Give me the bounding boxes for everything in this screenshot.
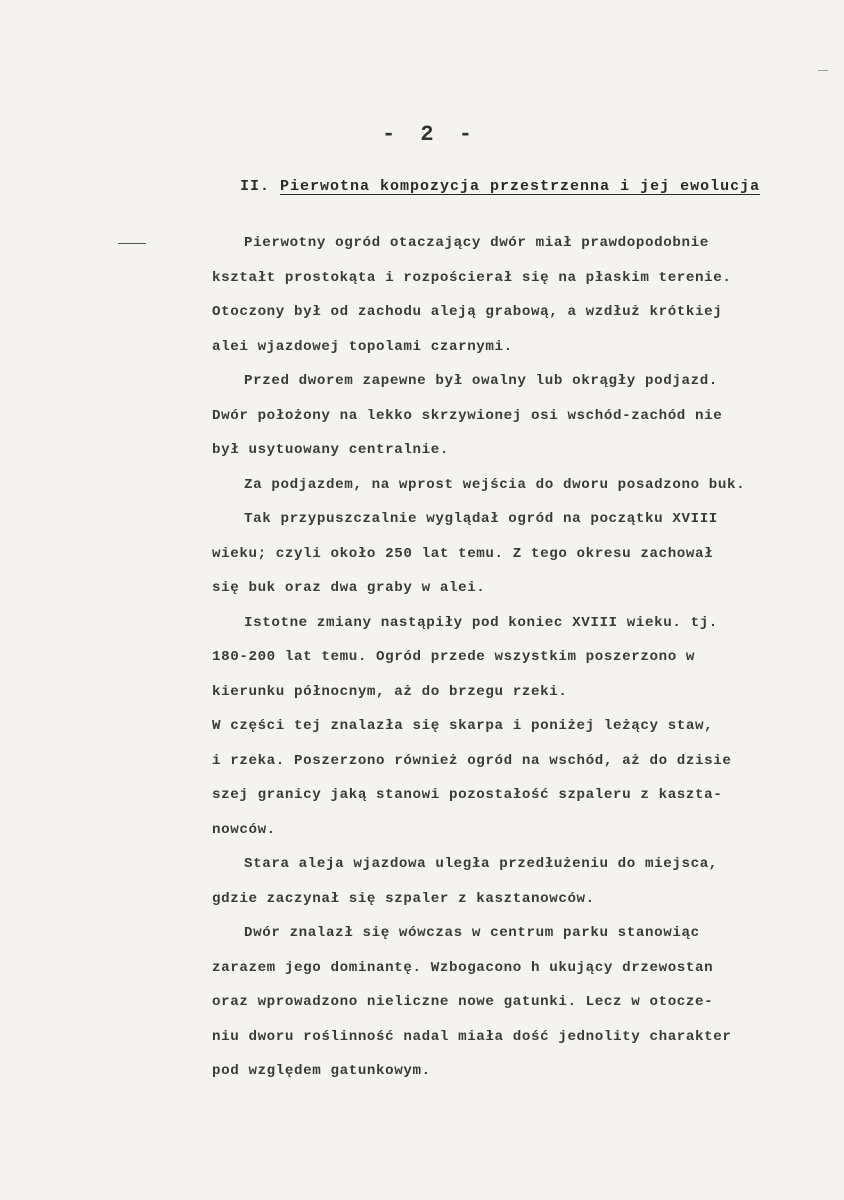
text-line: gdzie zaczynał się szpaler z kasztanowców. [212,890,595,907]
text-line: Za podjazdem, na wprost wejścia do dworu posadzono buk. [244,476,746,493]
section-number: II. [240,178,271,195]
text-line: Stara aleja wjazdowa uległa przedłużeniu do miejsca, [244,856,718,872]
text-line: nowców. [212,821,276,838]
section-heading [240,178,830,195]
text-line: Dwór położony na lekko skrzywionej osi wschód-zachód nie [212,407,723,424]
text-line: pod względem gatunkowym. [212,1063,431,1079]
page-number: - 2 - [381,122,478,147]
paragraph [212,606,832,848]
text-line: szej granicy jaką stanowi pozostałość szpaleru z kaszta- [212,787,723,803]
text-line: W części tej znalazła się skarpa i poniżej leżący staw, [212,718,714,734]
text-line: się buk oraz dwa graby w alei. [212,580,486,596]
text-line: wieku; czyli około 250 lat temu. Z tego okresu zachował [212,545,714,562]
paragraph [212,226,832,364]
section-title: Pierwotna kompozycja przestrzenna i jej ewolucja [280,178,761,195]
text-line: był usytuowany centralnie. [212,442,449,458]
text-line: Otoczony był od zachodu aleją grabową, a wzdłuż krótkiej [212,304,723,320]
body-text [212,226,832,1089]
text-line: kierunku północnym, aż do brzegu rzeki. [212,683,568,700]
text-line: oraz wprowadzono nieliczne nowe gatunki. Lecz w otocze- [212,994,714,1010]
text-line: Pierwotny ogród otaczający dwór miał prawdopodobnie [244,235,709,251]
text-line: i rzeka. Poszerzono również ogród na wschód, aż do dzisie [212,752,732,769]
text-line: alei wjazdowej topolami czarnymi. [212,338,513,355]
text-line: Istotne zmiany nastąpiły pod koniec XVIII wieku. tj. [244,614,718,631]
paragraph [212,502,832,606]
text-line: Dwór znalazł się wówczas w centrum parku stanowiąc [244,925,700,941]
margin-mark [118,243,146,244]
paragraph [212,364,832,468]
text-line: Tak przypuszczalnie wyglądał ogród na początku XVIII [244,511,718,527]
text-line: 180-200 lat temu. Ogród przede wszystkim poszerzono w [212,649,696,665]
paragraph [212,847,832,916]
text-line: zarazem jego dominantę. Wzbogacono h ukujący drzewostan [212,959,714,976]
paragraph [212,916,832,1089]
scan-artifact [818,70,828,71]
text-line: Przed dworem zapewne był owalny lub okrągły podjazd. [244,373,718,389]
text-line: niu dworu roślinność nadal miała dość jednolity charakter [212,1028,732,1045]
text-line: kształt prostokąta i rozpościerał się na płaskim terenie. [212,269,732,286]
paragraph [212,468,832,503]
